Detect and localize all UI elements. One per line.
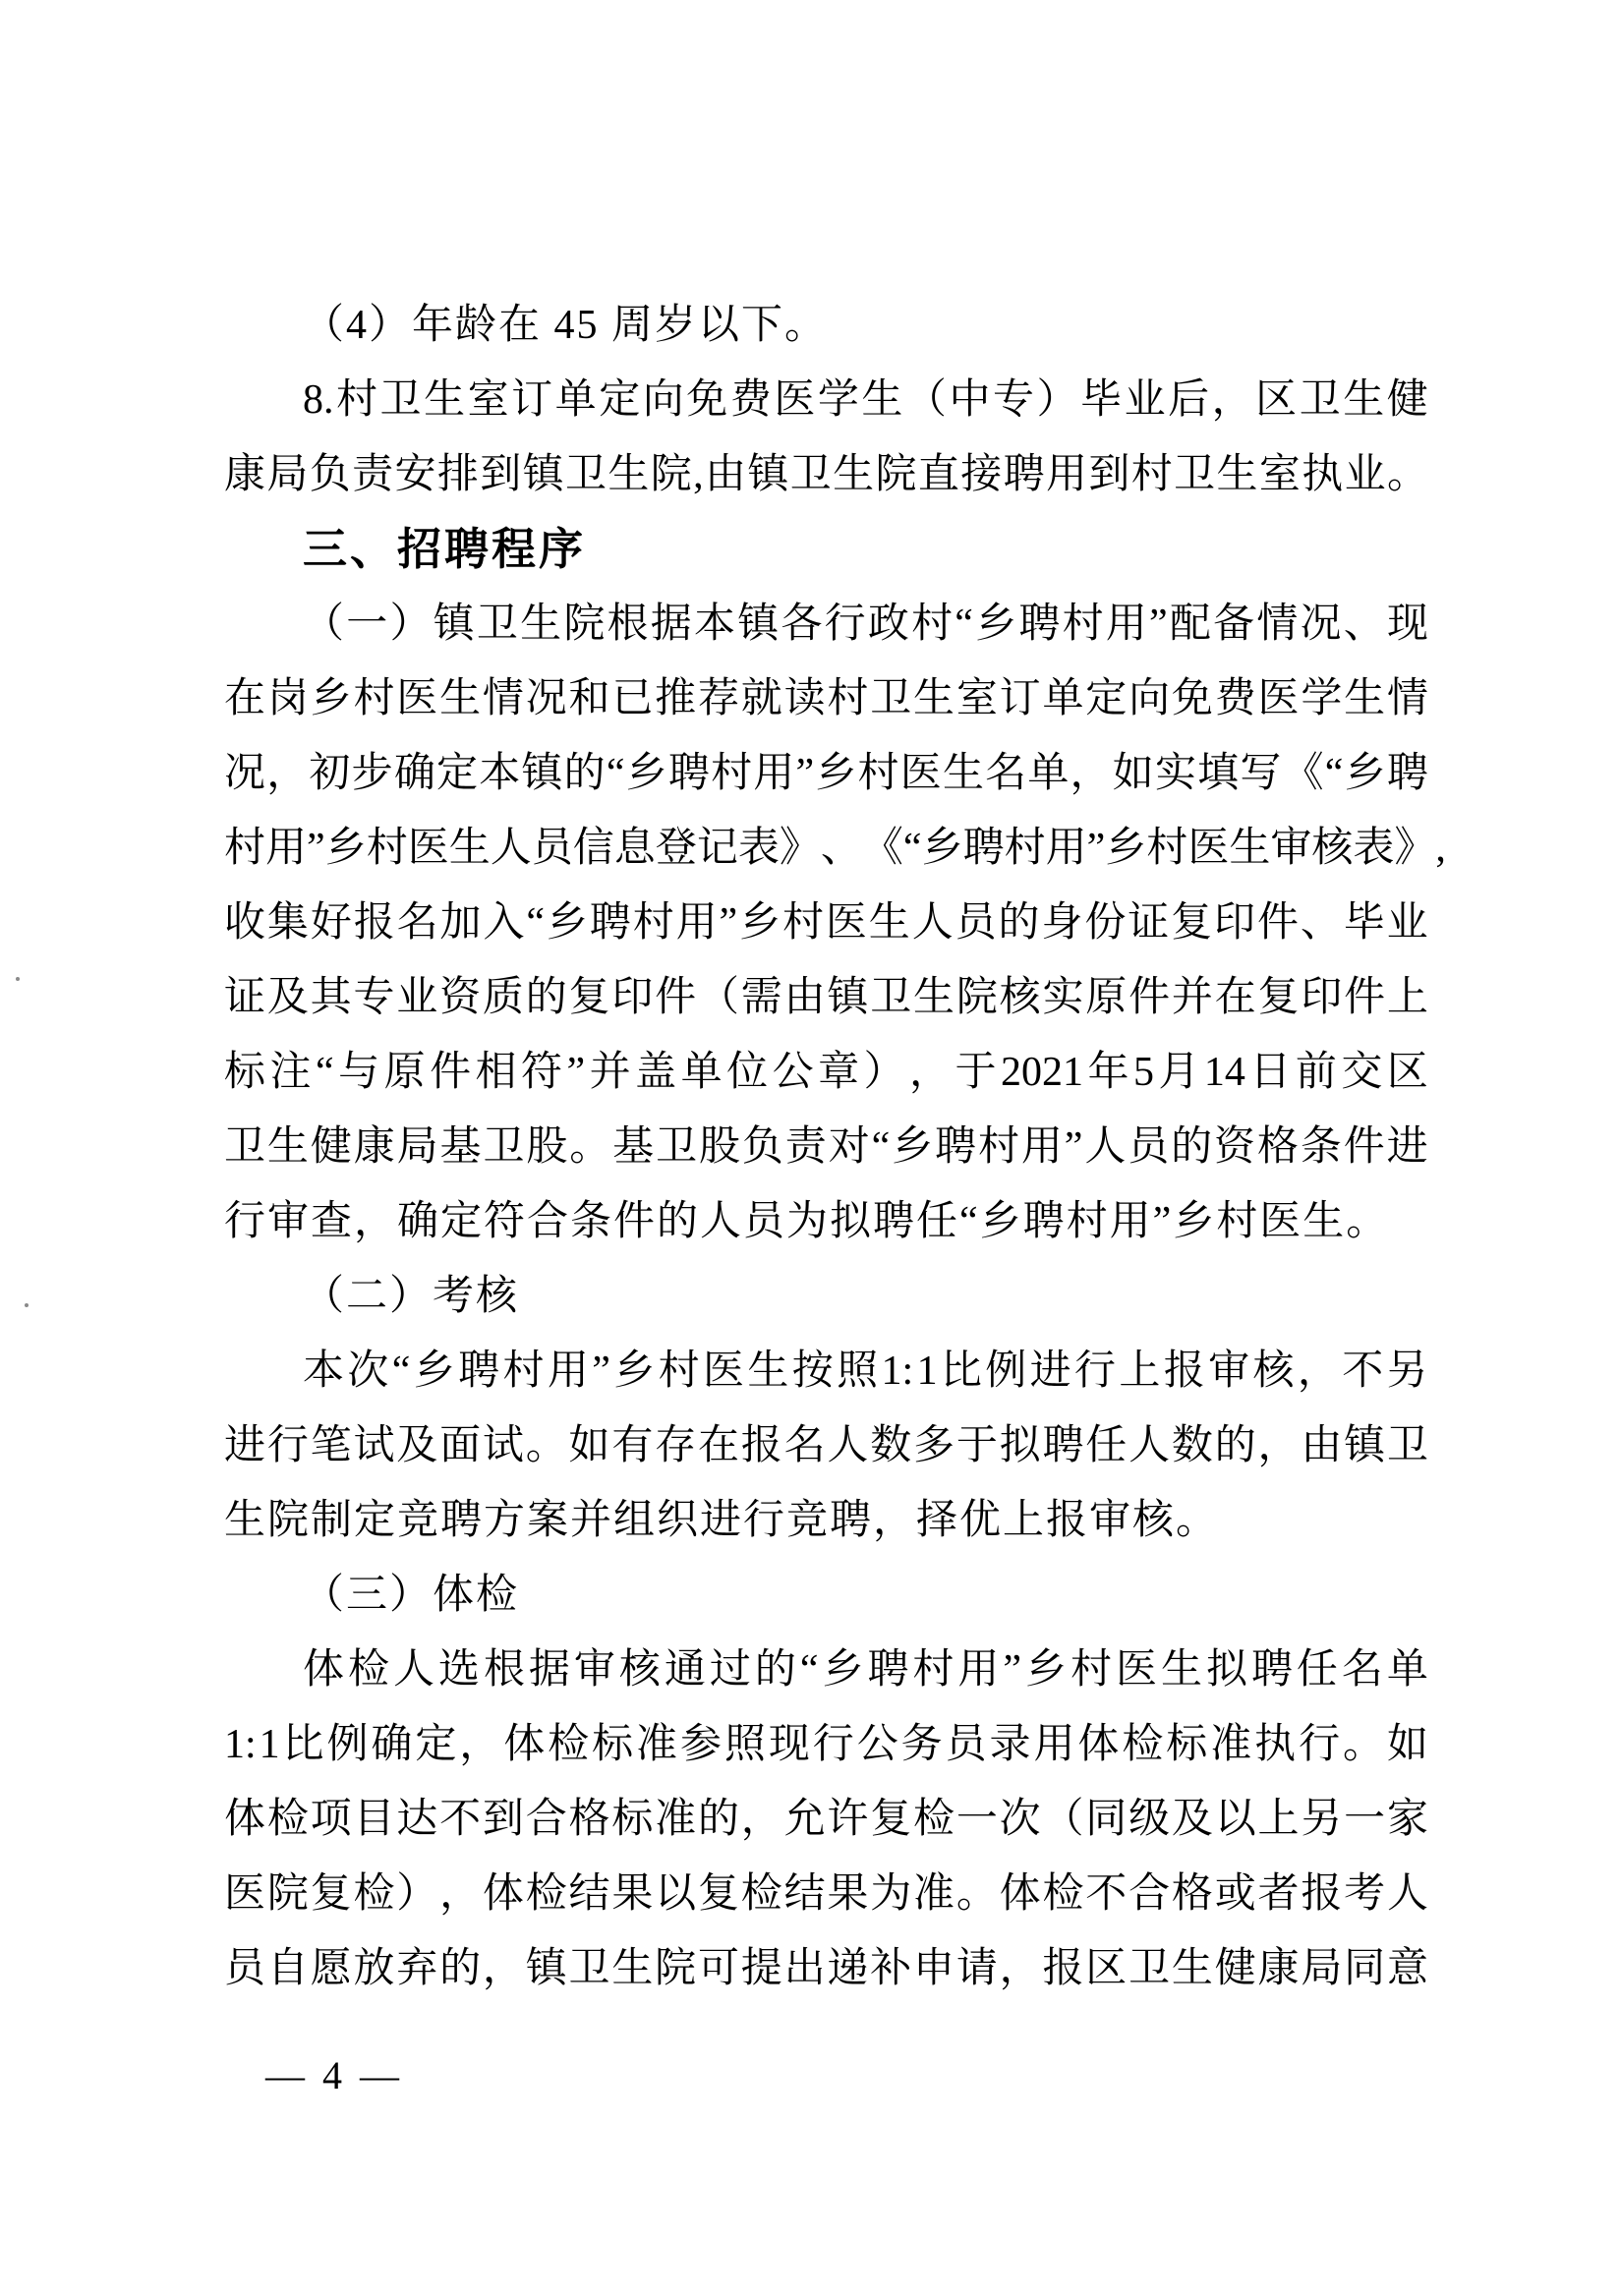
text-line: 况 ， 初 步 确 定 本 镇 的 “ 乡 聘 村 用 ” 乡 村 医 生 名 单 ， 如 实 填 写 《 “ 乡 聘 [224,751,1428,796]
text-line: 员 自 愿 放 弃 的 ， 镇 卫 生 院 可 提 出 递 补 申 请 ， 报 区 卫 生 健 康 局 同 意 [224,1946,1428,1991]
text-line: 卫 生 健 康 局 基 卫 股 。 基 卫 股 负 责 对 “ 乡 聘 村 用 ” 人 员 的 资 格 条 件 进 [224,1124,1428,1170]
text-line: （4）年龄在 45 周岁以下。 [303,303,829,348]
text-line: 在 岗 乡 村 医 生 情 况 和 已 推 荐 就 读 村 卫 生 室 订 单 定 向 免 费 医 学 生 情 [224,676,1428,721]
text-line: 本 次 “ 乡 聘 村 用 ” 乡 村 医 生 按 照 1: 1 比 例 进 行 上 报 审 核 ， 不 另 [303,1349,1428,1394]
text-line: 证 及 其 专 业 资 质 的 复 印 件 （ 需 由 镇 卫 生 院 核 实 原 件 并 在 复 印 件 上 [224,975,1428,1020]
text-line: 8. 村 卫 生 室 订 单 定 向 免 费 医 学 生 （ 中 专 ） 毕 业 后 ， 区 卫 生 健 [303,377,1428,423]
text-line: （ 一 ） 镇 卫 生 院 根 据 本 镇 各 行 政 村 “ 乡 聘 村 用 ” 配 备 情 况 、 现 [303,602,1428,647]
scan-speck [25,1303,29,1307]
text-line: 进 行 笔 试 及 面 试 。 如 有 存 在 报 名 人 数 多 于 拟 聘 任 人 数 的 ， 由 镇 卫 [224,1423,1428,1468]
text-line: 村 用 ” 乡 村 医 生 人 员 信 息 登 记 表 》 、 《 “ 乡 聘 村 用 ” 乡 村 医 生 审 核 表 》 , [224,826,1446,871]
subsection-heading: （二）考核 [303,1274,520,1319]
text-line: 1: 1 比 例 确 定 ， 体 检 标 准 参 照 现 行 公 务 员 录 用 体 检 标 准 执 行 。 如 [224,1722,1428,1767]
page-number: — 4 — [265,2053,403,2097]
text-line: 标 注 “ 与 原 件 相 符 ” 并 盖 单 位 公 章 ） ， 于 2021 年 5 月 14 日 前 交 区 [224,1050,1428,1095]
text-line: 体 检 项 目 达 不 到 合 格 标 准 的 ， 允 许 复 检 一 次 （ 同 级 及 以 上 另 一 家 [224,1797,1428,1842]
section-heading: 三、招聘程序 [303,524,587,574]
text-line: 生院制定竞聘方案并组织进行竞聘，择优上报审核。 [224,1498,1220,1543]
text-line: 体 检 人 选 根 据 审 核 通 过 的 “ 乡 聘 村 用 ” 乡 村 医 生 拟 聘 任 名 单 [303,1647,1428,1693]
text-line: 康 局 负 责 安 排 到 镇 卫 生 院 , 由 镇 卫 生 院 直 接 聘 用 到 村 卫 生 室 执 业 。 [224,452,1428,497]
text-line: 行审查，确定符合条件的人员为拟聘任“乡聘村用”乡村医生。 [224,1199,1390,1244]
subsection-heading: （三）体检 [303,1573,520,1618]
scan-speck [16,977,20,981]
text-line: 收 集 好 报 名 加 入 “ 乡 聘 村 用 ” 乡 村 医 生 人 员 的 身 份 证 复 印 件 、 毕 业 [224,900,1428,946]
text-line: 医 院 复 检 ） ， 体 检 结 果 以 复 检 结 果 为 准 。 体 检 不 合 格 或 者 报 考 人 [224,1871,1428,1917]
